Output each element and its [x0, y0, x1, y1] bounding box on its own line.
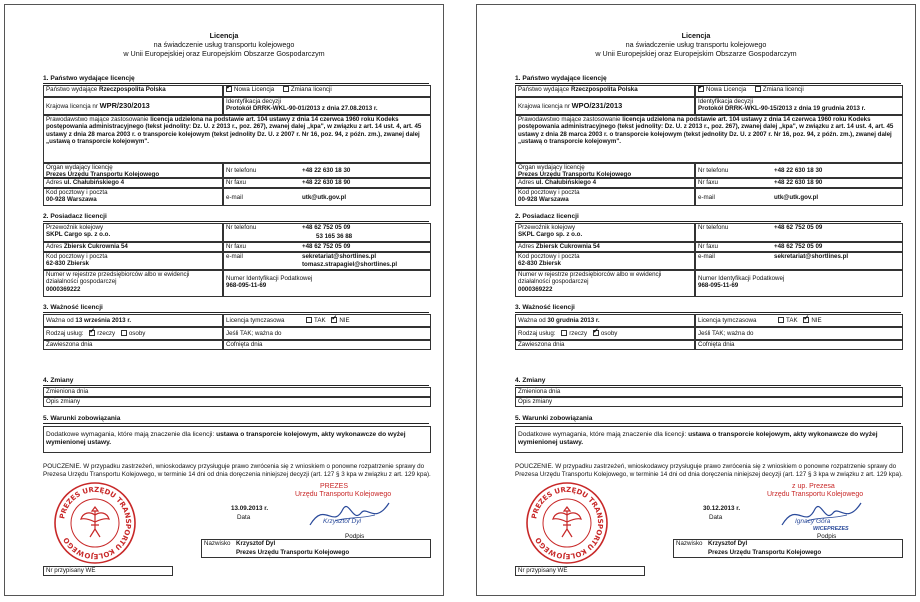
authority-phone-label: Nr telefonu [698, 167, 729, 174]
authority-phone-cell [223, 163, 431, 178]
valid-from-cell [515, 314, 695, 327]
authority-fax-label: Nr faxu [698, 179, 718, 186]
signatory-cell [201, 539, 431, 558]
authority-fax-label: Nr faxu [226, 179, 246, 186]
document-subtitle: na świadczenie usług transportu kolejowego [153, 40, 295, 49]
change-license-label: Zmiana licencji [290, 86, 332, 93]
appeal-notice [515, 463, 903, 478]
suspended-cell [43, 340, 223, 350]
holder-phone-value: +48 62 752 05 09 [302, 224, 351, 231]
holder-postal-cell [43, 252, 223, 270]
signatory-role-value: Prezes Urzędu Transportu Kolejowego [236, 549, 350, 556]
holder-fax-value: +48 62 752 05 09 [774, 243, 823, 250]
license-number-cell [515, 97, 695, 115]
section-2-title: 2. Posiadacz licencji [515, 213, 901, 222]
authority-email-cell [695, 188, 903, 206]
valid-until-cell [223, 327, 431, 340]
valid-from-label: Ważna od [518, 317, 546, 324]
section-5-title: 5. Warunki zobowiązania [515, 415, 901, 424]
temporary-license-label: Licencja tymczasowa [226, 317, 285, 324]
official-seal-icon [53, 481, 137, 565]
holder-email-label: e-mail [698, 253, 715, 260]
holder-email-value: sekretariat@shortlines.pl [774, 253, 849, 260]
new-license-label: Nowa Licencja [706, 86, 747, 93]
issuing-country-label: Państwo wydające [46, 86, 98, 93]
carrier-cell [43, 223, 223, 242]
temporary-no-label: NIE [339, 317, 350, 324]
carrier-label: Przewoźnik kolejowy [518, 224, 576, 231]
authority-phone-cell [695, 163, 903, 178]
legislation-label: Prawodawstwo mające zastosowanie [518, 116, 621, 123]
holder-fax-label: Nr faxu [698, 243, 718, 250]
authority-address-value: ul. Chałubińskiego 4 [535, 179, 597, 186]
signatory-role-value: Prezes Urzędu Transportu Kolejowego [708, 549, 822, 556]
valid-from-value: 30 grudnia 2013 r. [547, 317, 600, 324]
goods-checkbox[interactable] [89, 330, 95, 336]
authority-postal-cell [43, 188, 223, 206]
service-kind-label: Rodzaj usług: [46, 330, 84, 337]
section-3-title: 3. Ważność licencji [43, 304, 429, 313]
appeal-notice-label: POUCZENIE. [43, 463, 82, 470]
service-kind-cell [43, 327, 223, 340]
decision-id-label: Identyfikacja decyzji [226, 98, 282, 105]
svg-text:PREZES URZĘDU TRANSPORTU KOLEJ: PREZES URZĘDU TRANSPORTU KOLEJOWEGO [58, 485, 133, 561]
holder-fax-value: +48 62 752 05 09 [302, 243, 351, 250]
change-description-cell [515, 397, 903, 407]
suspended-label: Zawieszona dnia [46, 341, 93, 348]
ec-number-cell [515, 566, 645, 576]
authority-email-value: utk@utk.gov.pl [302, 194, 347, 201]
ec-number-label: Nr przypisany WE [46, 567, 96, 574]
issuing-country-value: Rzeczpospolita Polska [98, 86, 166, 93]
holder-email-cell [223, 252, 431, 270]
authority-email-label: e-mail [698, 194, 715, 201]
obligations-label: Dodatkowe wymagania, które mają znaczenie dla licencji: [46, 431, 215, 438]
tax-id-value: 968-095-11-69 [226, 282, 267, 290]
authority-phone-value: +48 22 630 18 30 [774, 167, 823, 174]
carrier-label: Przewoźnik kolejowy [46, 224, 104, 231]
authority-phone-label: Nr telefonu [226, 167, 257, 174]
license-number-value: WPO/231/2013 [571, 101, 623, 110]
signature-role: WICEPREZES [813, 526, 849, 532]
temporary-license-cell [695, 314, 903, 327]
persons-checkbox[interactable] [121, 330, 127, 336]
issue-date: 13.09.2013 r. [231, 505, 269, 512]
revoked-label: Cofnięta dnia [698, 341, 735, 348]
section-4-title: 4. Zmiany [43, 377, 429, 386]
holder-phone-label: Nr telefonu [226, 224, 257, 231]
obligations-value: ustawa o transporcie kolejowym, akty wykonawcze do wyżej wymienionej ustawy. [518, 431, 878, 447]
issuing-country-cell [43, 85, 223, 97]
holder-address-cell [43, 242, 223, 252]
temporary-license-label: Licencja tymczasowa [698, 317, 757, 324]
issuing-country-cell [515, 85, 695, 97]
holder-address-cell [515, 242, 695, 252]
carrier-cell [515, 223, 695, 242]
holder-postal-cell [515, 252, 695, 270]
document-subtitle-2: w Unii Europejskiej oraz Europejskim Obszarze Gospodarczym [123, 49, 325, 58]
issuing-authority-value: Prezes Urzędu Transportu Kolejowego [518, 171, 632, 178]
document-subtitle: na świadczenie usług transportu kolejowego [625, 40, 767, 49]
temporary-no-label: NIE [811, 317, 822, 324]
register-number-label: Numer w rejestrze przedsiębiorców albo w ewidencji działalności gospodarczej [518, 271, 662, 286]
holder-address-value: Zbiersk Cukrownia 54 [535, 243, 600, 250]
license-type-cell [223, 85, 431, 97]
license-document-right [476, 4, 916, 596]
goods-checkbox[interactable] [561, 330, 567, 336]
decision-id-cell [223, 97, 431, 115]
change-description-cell [43, 397, 431, 407]
license-number-value: WPR/230/2013 [99, 101, 150, 110]
issuing-authority-cell [515, 163, 695, 178]
service-kind-label: Rodzaj usług: [518, 330, 556, 337]
appeal-notice-label: POUCZENIE. [515, 463, 554, 470]
obligations-cell [43, 426, 431, 453]
authority-address-cell [43, 178, 223, 188]
authority-postal-value: 00-928 Warszawa [46, 196, 97, 204]
ec-number-cell [43, 566, 173, 576]
authority-fax-cell [695, 178, 903, 188]
document-title: Licencja [209, 31, 239, 40]
holder-email-label: e-mail [226, 253, 243, 260]
issue-date-label: Data [237, 514, 251, 521]
rubber-stamp-line-1: PREZES [320, 483, 349, 490]
official-seal-icon [525, 481, 609, 565]
document-header [5, 31, 443, 58]
holder-postal-value: 62-830 Zbiersk [518, 260, 561, 268]
section-1-title: 1. Państwo wydające licencję [43, 75, 429, 84]
obligations-label: Dodatkowe wymagania, które mają znaczenie dla licencji: [518, 431, 687, 438]
carrier-value: SKPL Cargo sp. z o.o. [518, 231, 583, 239]
revoked-cell [223, 340, 431, 350]
new-license-checkbox[interactable] [226, 86, 232, 92]
temporary-yes-label: TAK [314, 317, 326, 324]
tax-id-value: 968-095-11-69 [698, 282, 739, 290]
authority-address-label: Adres [46, 179, 63, 186]
authority-address-cell [515, 178, 695, 188]
legislation-value: licencja udzielona na podstawie art. 104 ustawy z dnia 14 czerwca 1960 roku Kodeks postępowania administracyjnego (tekst jednolity: Dz. U. z 2013 r., poz. 267), zwanej dalej „kpa", w związku z art. 14 ust. 4, art. 45 ustawy z dnia 28 marca 2003 r. o transporcie kolejowym (tekst jednolity Dz. U. z 2007 r. Nr 16, poz. 94, z późn. zm.), zwanej dalej „ustawą o transporcie kolejowym". [518, 116, 894, 146]
issuing-authority-label: Organ wydający licencję [46, 164, 113, 171]
register-number-value: 0000369222 [518, 285, 553, 293]
issuing-authority-value: Prezes Urzędu Transportu Kolejowego [46, 171, 160, 178]
license-number-label: Krajowa licencja nr [518, 103, 570, 110]
holder-fax-label: Nr faxu [226, 243, 246, 250]
persons-label: osoby [600, 330, 618, 337]
issuing-authority-cell [43, 163, 223, 178]
decision-id-value: Protokół DRRK-WKL-90-15/2013 z dnia 19 grudnia 2013 r. [698, 105, 866, 113]
new-license-label: Nowa Licencja [234, 86, 275, 93]
obligations-cell [515, 426, 903, 453]
section-1-title: 1. Państwo wydające licencję [515, 75, 901, 84]
authority-postal-label: Kod pocztowy i poczta [46, 189, 108, 196]
section-4-title: 4. Zmiany [515, 377, 901, 386]
document-header [477, 31, 915, 58]
tax-id-cell [223, 270, 431, 297]
decision-id-cell [695, 97, 903, 115]
holder-email-2-value: tomasz.strapagiel@shortlines.pl [302, 261, 398, 268]
signatory-name-label: Nazwisko [204, 540, 231, 547]
tax-id-label: Numer Identyfikacji Podatkowej [226, 275, 313, 282]
persons-label: osoby [128, 330, 146, 337]
temporary-yes-label: TAK [786, 317, 798, 324]
tax-id-label: Numer Identyfikacji Podatkowej [698, 275, 785, 282]
goods-label: rzeczy [97, 330, 116, 337]
valid-until-label: Jeśli TAK; ważna do [698, 330, 754, 337]
license-type-cell [695, 85, 903, 97]
changed-date-cell [43, 387, 431, 397]
holder-phone-value: +48 62 752 05 09 [774, 224, 823, 231]
valid-from-value: 13 września 2013 r. [75, 317, 132, 324]
issuing-authority-label: Organ wydający licencję [518, 164, 585, 171]
ec-number-label: Nr przypisany WE [518, 567, 568, 574]
goods-label: rzeczy [569, 330, 588, 337]
section-5-title: 5. Warunki zobowiązania [43, 415, 429, 424]
valid-from-label: Ważna od [46, 317, 74, 324]
authority-postal-value: 00-928 Warszawa [518, 196, 569, 204]
holder-phone-2-value: 53 165 36 88 [316, 233, 353, 240]
changed-date-label: Zmieniona dnia [46, 388, 89, 395]
holder-postal-label: Kod pocztowy i poczta [518, 253, 580, 260]
change-description-label: Opis zmiany [46, 398, 81, 405]
section-2-title: 2. Posiadacz licencji [43, 213, 429, 222]
holder-address-label: Adres [46, 243, 63, 250]
authority-postal-label: Kod pocztowy i poczta [518, 189, 580, 196]
service-kind-cell [515, 327, 695, 340]
section-3-title: 3. Ważność licencji [515, 304, 901, 313]
holder-address-value: Zbiersk Cukrownia 54 [63, 243, 128, 250]
holder-postal-value: 62-830 Zbiersk [46, 260, 89, 268]
revoked-cell [695, 340, 903, 350]
holder-phone-cell [223, 223, 431, 242]
appeal-notice-text: W przypadku zastrzeżeń, wnioskodawcy przysługuje prawo zwrócenia się z wnioskiem o ponowne rozpatrzenie sprawy do Prezesa Urzędu Transportu Kolejowego, w terminie 14 dni od dnia doręczenia niniejszej decyzji (art. 127 § 3 kpa w związku z art. 129 kpa). [43, 463, 431, 478]
persons-checkbox[interactable] [593, 330, 599, 336]
signature-label: Podpis [345, 533, 365, 540]
signature-name: Krzysztof Dyl [323, 518, 361, 525]
temporary-license-cell [223, 314, 431, 327]
authority-address-label: Adres [518, 179, 535, 186]
register-number-label: Numer w rejestrze przedsiębiorców albo w ewidencji działalności gospodarczej [46, 271, 190, 286]
valid-until-label: Jeśli TAK; ważna do [226, 330, 282, 337]
signature-label: Podpis [817, 533, 837, 540]
authority-address-value: ul. Chałubińskiego 4 [63, 179, 125, 186]
legislation-cell [515, 115, 903, 163]
signatory-name-value: Krzysztof Dyl [236, 540, 276, 547]
svg-text:PREZES URZĘDU TRANSPORTU KOLEJ: PREZES URZĘDU TRANSPORTU KOLEJOWEGO [530, 485, 605, 561]
holder-fax-cell [695, 242, 903, 252]
new-license-checkbox[interactable] [698, 86, 704, 92]
holder-phone-cell [695, 223, 903, 242]
license-document-left [4, 4, 444, 596]
change-license-checkbox[interactable] [283, 86, 289, 92]
appeal-notice-text: W przypadku zastrzeżeń, wnioskodawcy przysługuje prawo zwrócenia się z wnioskiem o ponowne rozpatrzenie sprawy do Prezesa Urzędu Transportu Kolejowego, w terminie 14 dni od dnia doręczenia niniejszej decyzji (art. 127 § 3 kpa w związku z art. 129 kpa). [515, 463, 903, 478]
temporary-no-checkbox[interactable] [331, 317, 337, 323]
register-number-value: 0000369222 [46, 285, 81, 293]
authority-fax-cell [223, 178, 431, 188]
suspended-cell [515, 340, 695, 350]
signatory-cell [673, 539, 903, 558]
register-number-cell [515, 270, 695, 297]
change-description-label: Opis zmiany [518, 398, 553, 405]
handwritten-signature-icon [305, 495, 395, 535]
changed-date-label: Zmieniona dnia [518, 388, 561, 395]
holder-fax-cell [223, 242, 431, 252]
license-number-cell [43, 97, 223, 115]
issue-date: 30.12.2013 r. [703, 505, 741, 512]
register-number-cell [43, 270, 223, 297]
revoked-label: Cofnięta dnia [226, 341, 263, 348]
legislation-label: Prawodawstwo mające zastosowanie [46, 116, 149, 123]
issue-date-label: Data [709, 514, 723, 521]
legislation-cell [43, 115, 431, 163]
holder-postal-label: Kod pocztowy i poczta [46, 253, 108, 260]
authority-postal-cell [515, 188, 695, 206]
authority-email-value: utk@utk.gov.pl [774, 194, 819, 201]
holder-phone-label: Nr telefonu [698, 224, 729, 231]
obligations-value: ustawa o transporcie kolejowym, akty wykonawcze do wyżej wymienionej ustawy. [46, 431, 406, 447]
temporary-yes-checkbox[interactable] [306, 317, 312, 323]
appeal-notice [43, 463, 431, 478]
decision-id-label: Identyfikacja decyzji [698, 98, 754, 105]
suspended-label: Zawieszona dnia [518, 341, 565, 348]
holder-email-cell [695, 252, 903, 270]
authority-fax-value: +48 22 630 18 90 [302, 179, 351, 186]
signatory-name-label: Nazwisko [676, 540, 703, 547]
holder-address-label: Adres [518, 243, 535, 250]
carrier-value: SKPL Cargo sp. z o.o. [46, 231, 111, 239]
rubber-stamp-line-1: z up. Prezesa [792, 483, 835, 490]
signature-name: Ignacy Góra [795, 518, 831, 525]
document-title: Licencja [681, 31, 711, 40]
valid-from-cell [43, 314, 223, 327]
change-license-label: Zmiana licencji [762, 86, 804, 93]
valid-until-cell [695, 327, 903, 340]
legislation-value: licencja udzielona na podstawie art. 104 ustawy z dnia 14 czerwca 1960 roku Kodeks postępowania administracyjnego (tekst jednolity: Dz. U. z 2013 r., poz. 267), zwanej dalej „kpa", w związku z art. 14 ust. 4, art. 45 ustawy z dnia 28 marca 2003 r. o transporcie kolejowym (tekst jednolity Dz. U. z 2007 r. Nr 16, poz. 94, z późn. zm.), zwanej dalej „ustawą o transporcie kolejowym". [46, 116, 422, 146]
temporary-no-checkbox[interactable] [803, 317, 809, 323]
license-number-label: Krajowa licencja nr [46, 103, 98, 110]
authority-email-label: e-mail [226, 194, 243, 201]
holder-email-value: sekretariat@shortlines.pl [302, 253, 377, 260]
signatory-name-value: Krzysztof Dyl [708, 540, 748, 547]
authority-fax-value: +48 22 630 18 90 [774, 179, 823, 186]
issuing-country-label: Państwo wydające [518, 86, 570, 93]
rubber-stamp-line-2: Urzędu Transportu Kolejowego [295, 491, 392, 498]
decision-id-value: Protokół DRRK-WKL-90-01/2013 z dnia 27.08.2013 r. [226, 105, 378, 113]
authority-phone-value: +48 22 630 18 30 [302, 167, 351, 174]
rubber-stamp-line-2: Urzędu Transportu Kolejowego [767, 491, 864, 498]
changed-date-cell [515, 387, 903, 397]
document-subtitle-2: w Unii Europejskiej oraz Europejskim Obszarze Gospodarczym [595, 49, 797, 58]
change-license-checkbox[interactable] [755, 86, 761, 92]
authority-email-cell [223, 188, 431, 206]
issuing-country-value: Rzeczpospolita Polska [570, 86, 638, 93]
tax-id-cell [695, 270, 903, 297]
temporary-yes-checkbox[interactable] [778, 317, 784, 323]
